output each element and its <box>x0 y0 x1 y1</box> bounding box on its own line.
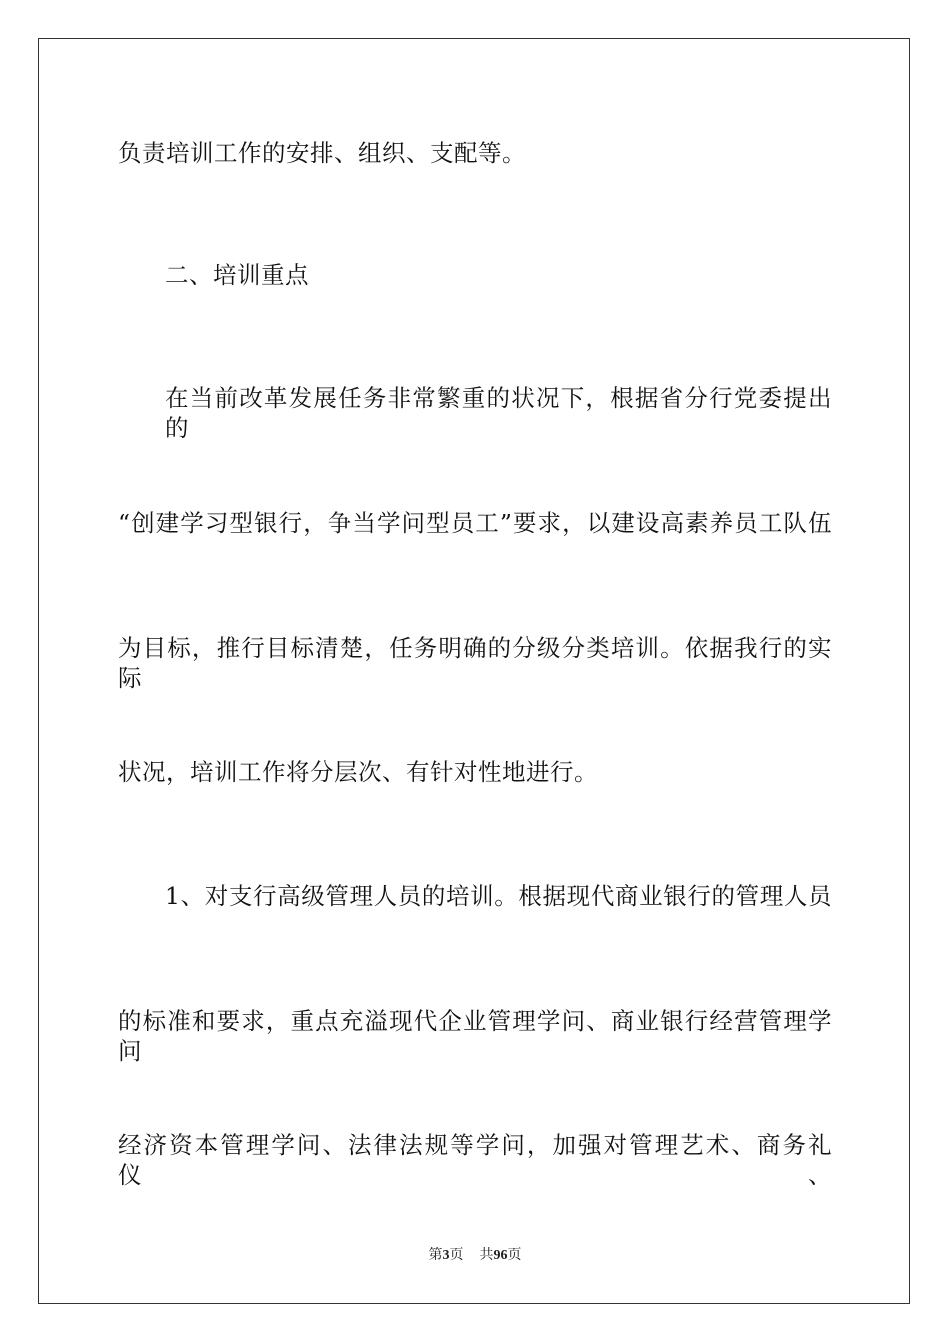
body-line-9: 经济资本管理学问、法律法规等学问，加强对管理艺术、商务礼仪、 <box>118 1131 832 1189</box>
body-line-6: 状况，培训工作将分层次、有针对性地进行。 <box>118 758 598 786</box>
page-number: 3 <box>442 1248 450 1263</box>
total-pages: 96 <box>493 1248 508 1263</box>
page-prefix: 第 <box>428 1247 443 1263</box>
section-heading: 二、培训重点 <box>165 261 309 289</box>
body-line-7: 1、对支行高级管理人员的培训。根据现代商业银行的管理人员 <box>165 882 832 910</box>
total-prefix: 共 <box>479 1247 494 1263</box>
body-line-3: 在当前改革发展任务非常繁重的状况下，根据省分行党委提出的 <box>165 384 832 442</box>
body-line-4: “创建学习型银行，争当学问型员工”要求，以建设高素养员工队伍 <box>118 509 832 537</box>
page-suffix: 页 <box>449 1247 464 1263</box>
body-line-5: 为目标，推行目标清楚，任务明确的分级分类培训。依据我行的实际 <box>118 634 832 692</box>
body-line-8: 的标准和要求，重点充溢现代企业管理学问、商业银行经营管理学问 <box>118 1007 832 1065</box>
body-line-1: 负责培训工作的安排、组织、支配等。 <box>118 139 526 167</box>
total-suffix: 页 <box>507 1247 522 1263</box>
page-footer <box>0 1246 950 1265</box>
